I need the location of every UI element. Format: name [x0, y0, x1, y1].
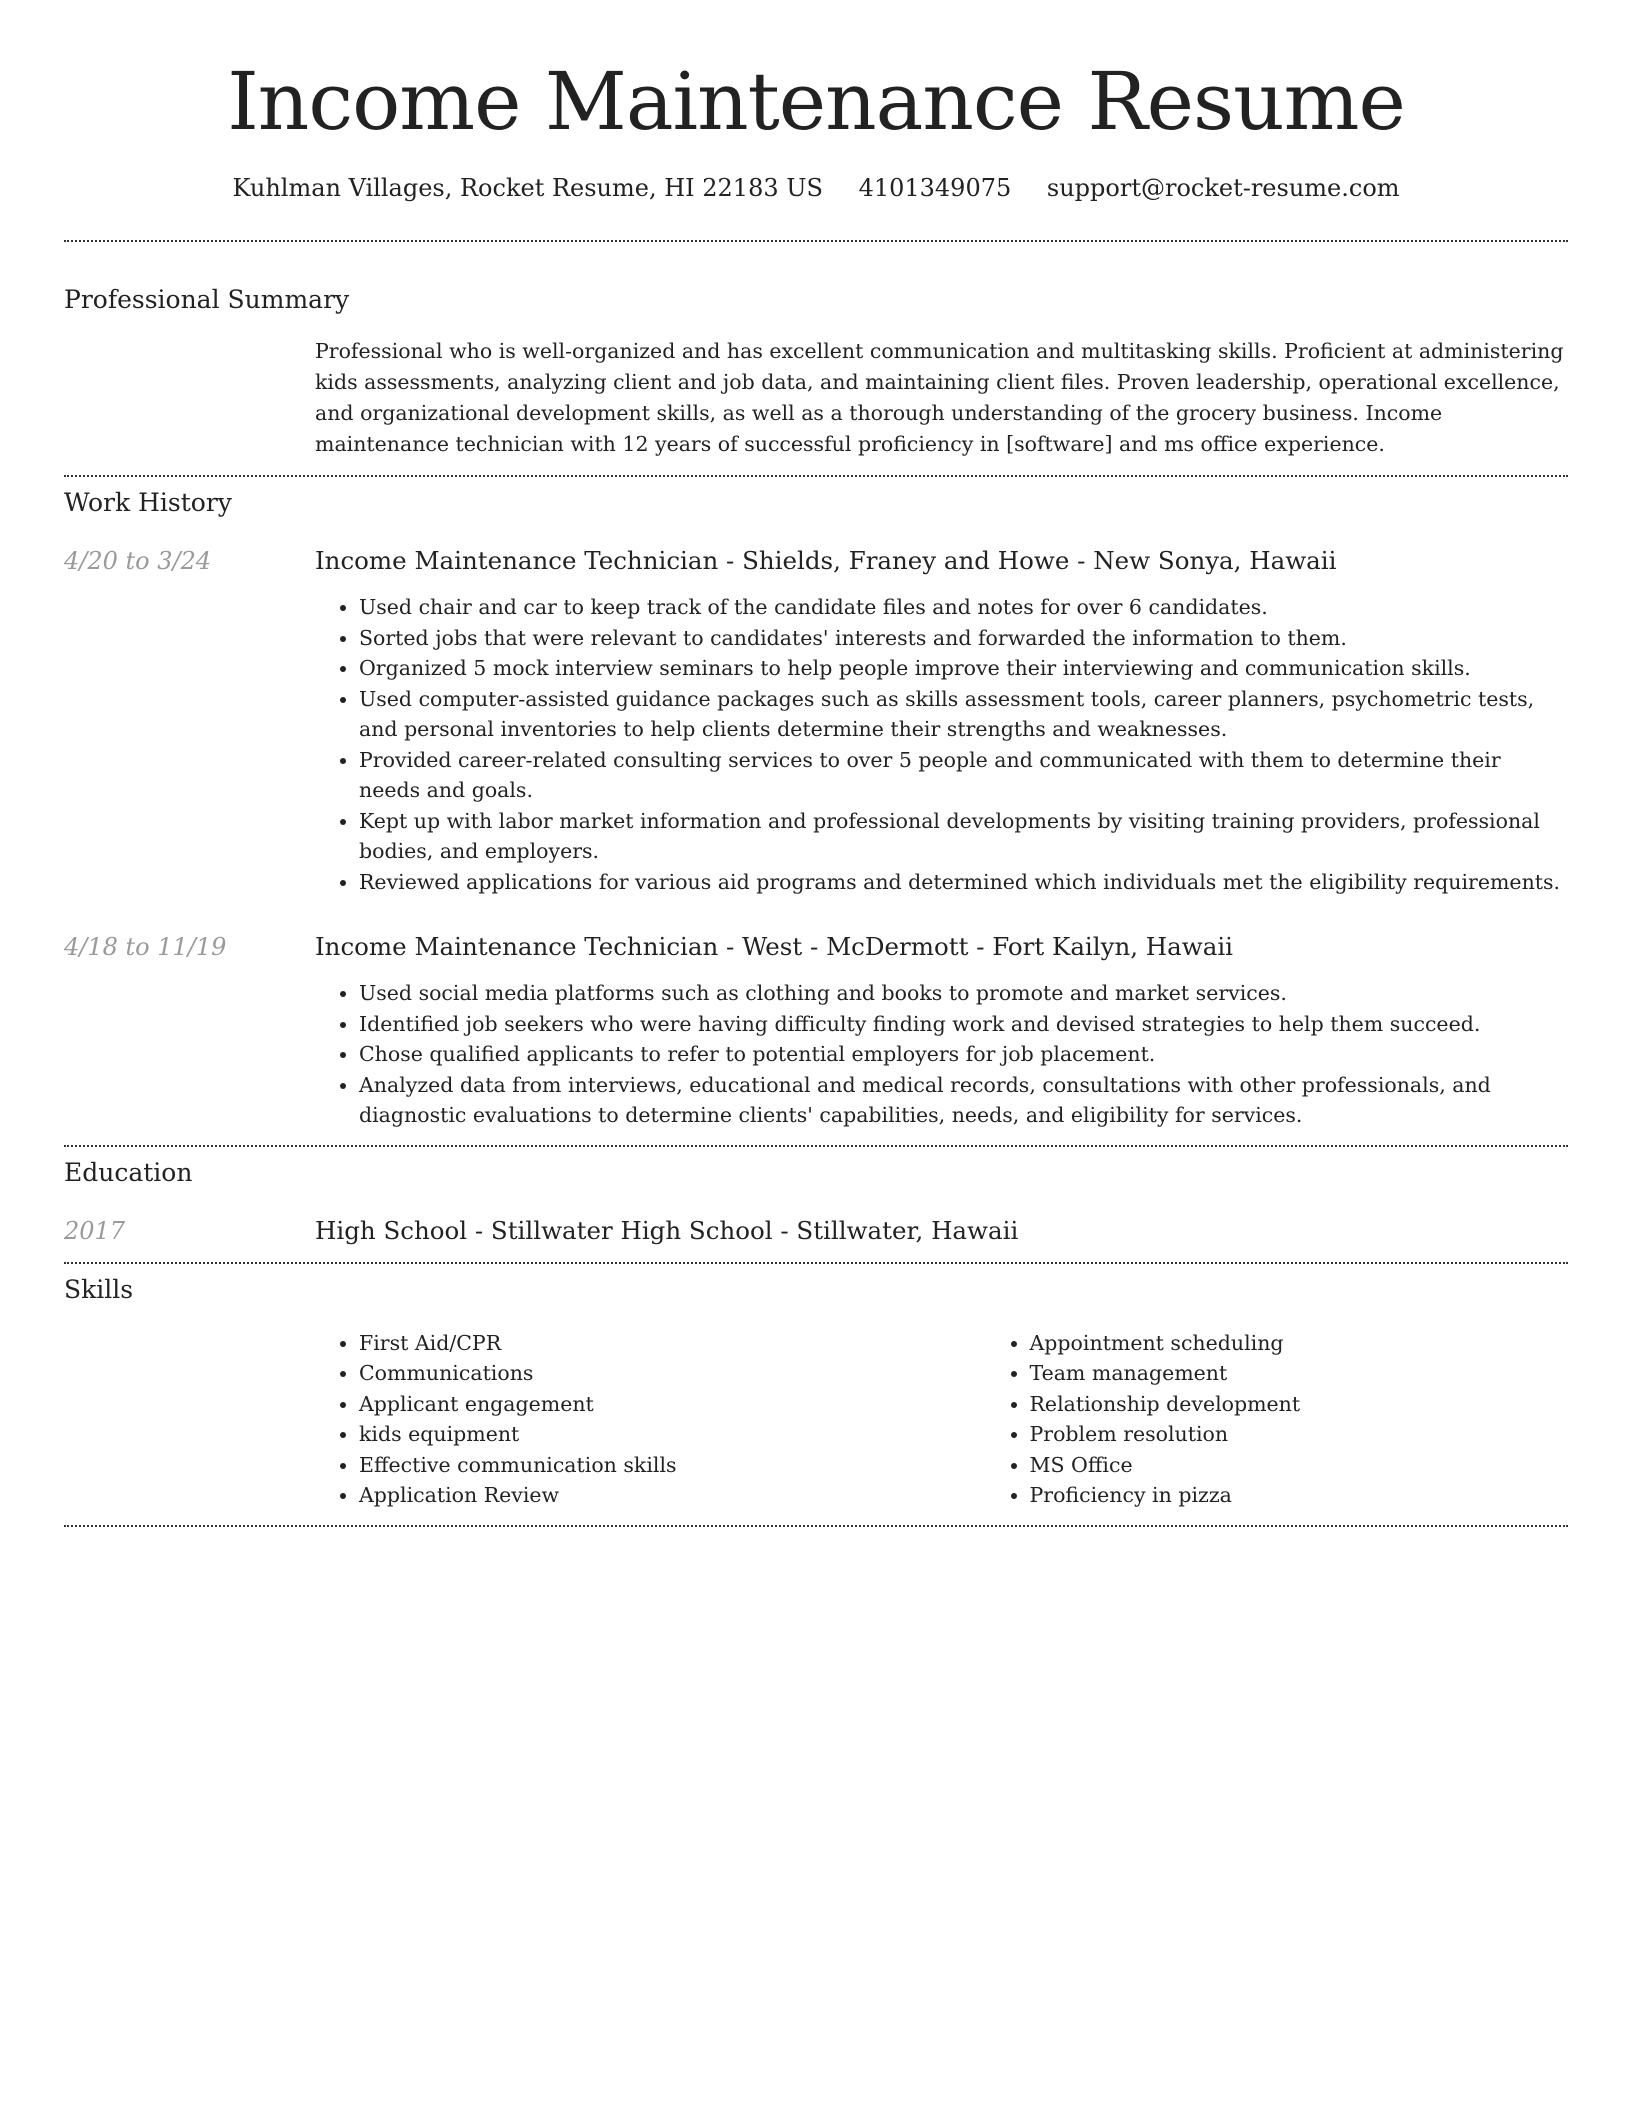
divider [64, 475, 1568, 477]
skills-columns [315, 1328, 1568, 1511]
skills-list-right [986, 1328, 1632, 1511]
list-item: • Chose qualified applicants to refer to potential employers for job placement. [359, 1039, 1568, 1070]
job-dates: 4/18 to 11/19 [64, 933, 227, 961]
divider [64, 1525, 1568, 1527]
list-item: • Sorted jobs that were relevant to candidates' interests and forwarded the information to them. [359, 623, 1568, 654]
list-item: • Used social media platforms such as clothing and books to promote and market services. [359, 978, 1568, 1009]
list-item: • Proficiency in pizza [1030, 1480, 1632, 1511]
skills-heading: Skills [64, 1274, 134, 1304]
job-dates: 4/20 to 3/24 [64, 547, 212, 575]
job-title: Income Maintenance Technician - Shields, Franey and Howe - New Sonya, Hawaii [315, 546, 1337, 575]
job-title: Income Maintenance Technician - West - McDermott - Fort Kailyn, Hawaii [315, 932, 1234, 961]
resume-title: Income Maintenance Resume [227, 55, 1405, 148]
list-item: • Identified job seekers who were having difficulty finding work and devised strategies to help them succeed. [359, 1009, 1568, 1040]
list-item: • First Aid/CPR [359, 1328, 986, 1359]
divider [64, 1262, 1568, 1264]
summary-row [64, 336, 1568, 460]
summary-heading: Professional Summary [64, 285, 350, 314]
job-entry [64, 931, 1568, 1131]
divider [64, 1145, 1568, 1147]
job-bullets [315, 978, 1568, 1131]
list-item: • Organized 5 mock interview seminars to help people improve their interviewing and communication skills. [359, 653, 1568, 684]
list-item: • Used computer-assisted guidance packages such as skills assessment tools, career planners, psychometric tests, and personal inventories to help clients determine their strengths and weaknesses. [359, 684, 1568, 745]
list-item: • Analyzed data from interviews, educational and medical records, consultations with other professionals, and diagnostic evaluations to determine clients' capabilities, needs, and eligibility for services. [359, 1070, 1568, 1131]
list-item: • Provided career-related consulting services to over 5 people and communicated with them to determine their needs and goals. [359, 745, 1568, 806]
list-item: • Effective communication skills [359, 1450, 986, 1481]
address: Kuhlman Villages, Rocket Resume, HI 22183 US [232, 174, 823, 202]
skills-row [64, 1328, 1568, 1511]
list-item: • Reviewed applications for various aid programs and determined which individuals met the eligibility requirements. [359, 867, 1568, 898]
skills-list-left [315, 1328, 986, 1511]
divider [64, 240, 1568, 242]
job-entry [64, 545, 1568, 897]
work-heading: Work History [64, 488, 232, 517]
email: support@rocket-resume.com [1046, 174, 1400, 202]
list-item: • Application Review [359, 1480, 986, 1511]
education-title: High School - Stillwater High School - Stillwater, Hawaii [315, 1215, 1019, 1245]
list-item: • Kept up with labor market information and professional developments by visiting training providers, professional bodies, and employers. [359, 806, 1568, 867]
contact-line [64, 172, 1568, 204]
list-item: • Problem resolution [1030, 1419, 1632, 1450]
phone: 4101349075 [858, 174, 1012, 202]
education-year: 2017 [64, 1216, 126, 1245]
list-item: • MS Office [1030, 1450, 1632, 1481]
education-entry [64, 1215, 1568, 1247]
list-item: • kids equipment [359, 1419, 986, 1450]
list-item: • Used chair and car to keep track of the candidate files and notes for over 6 candidates. [359, 592, 1568, 623]
list-item: • Communications [359, 1358, 986, 1389]
list-item: • Team management [1030, 1358, 1632, 1389]
summary-text: Professional who is well-organized and has excellent communication and multitasking skills. Proficient at administering kids assessments, analyzing client and job data, and maintaining client files. Proven leadership, operational excellence, and organizational development skills, as well as a thorough understanding of the grocery business. Income maintenance technician with 12 years of successful proficiency in [software] and ms office experience. [315, 339, 1564, 456]
resume-page [64, 0, 1568, 1527]
list-item: • Applicant engagement [359, 1389, 986, 1420]
list-item: • Relationship development [1030, 1389, 1632, 1420]
list-item: • Appointment scheduling [1030, 1328, 1632, 1359]
education-heading: Education [64, 1157, 193, 1187]
job-bullets [315, 592, 1568, 897]
